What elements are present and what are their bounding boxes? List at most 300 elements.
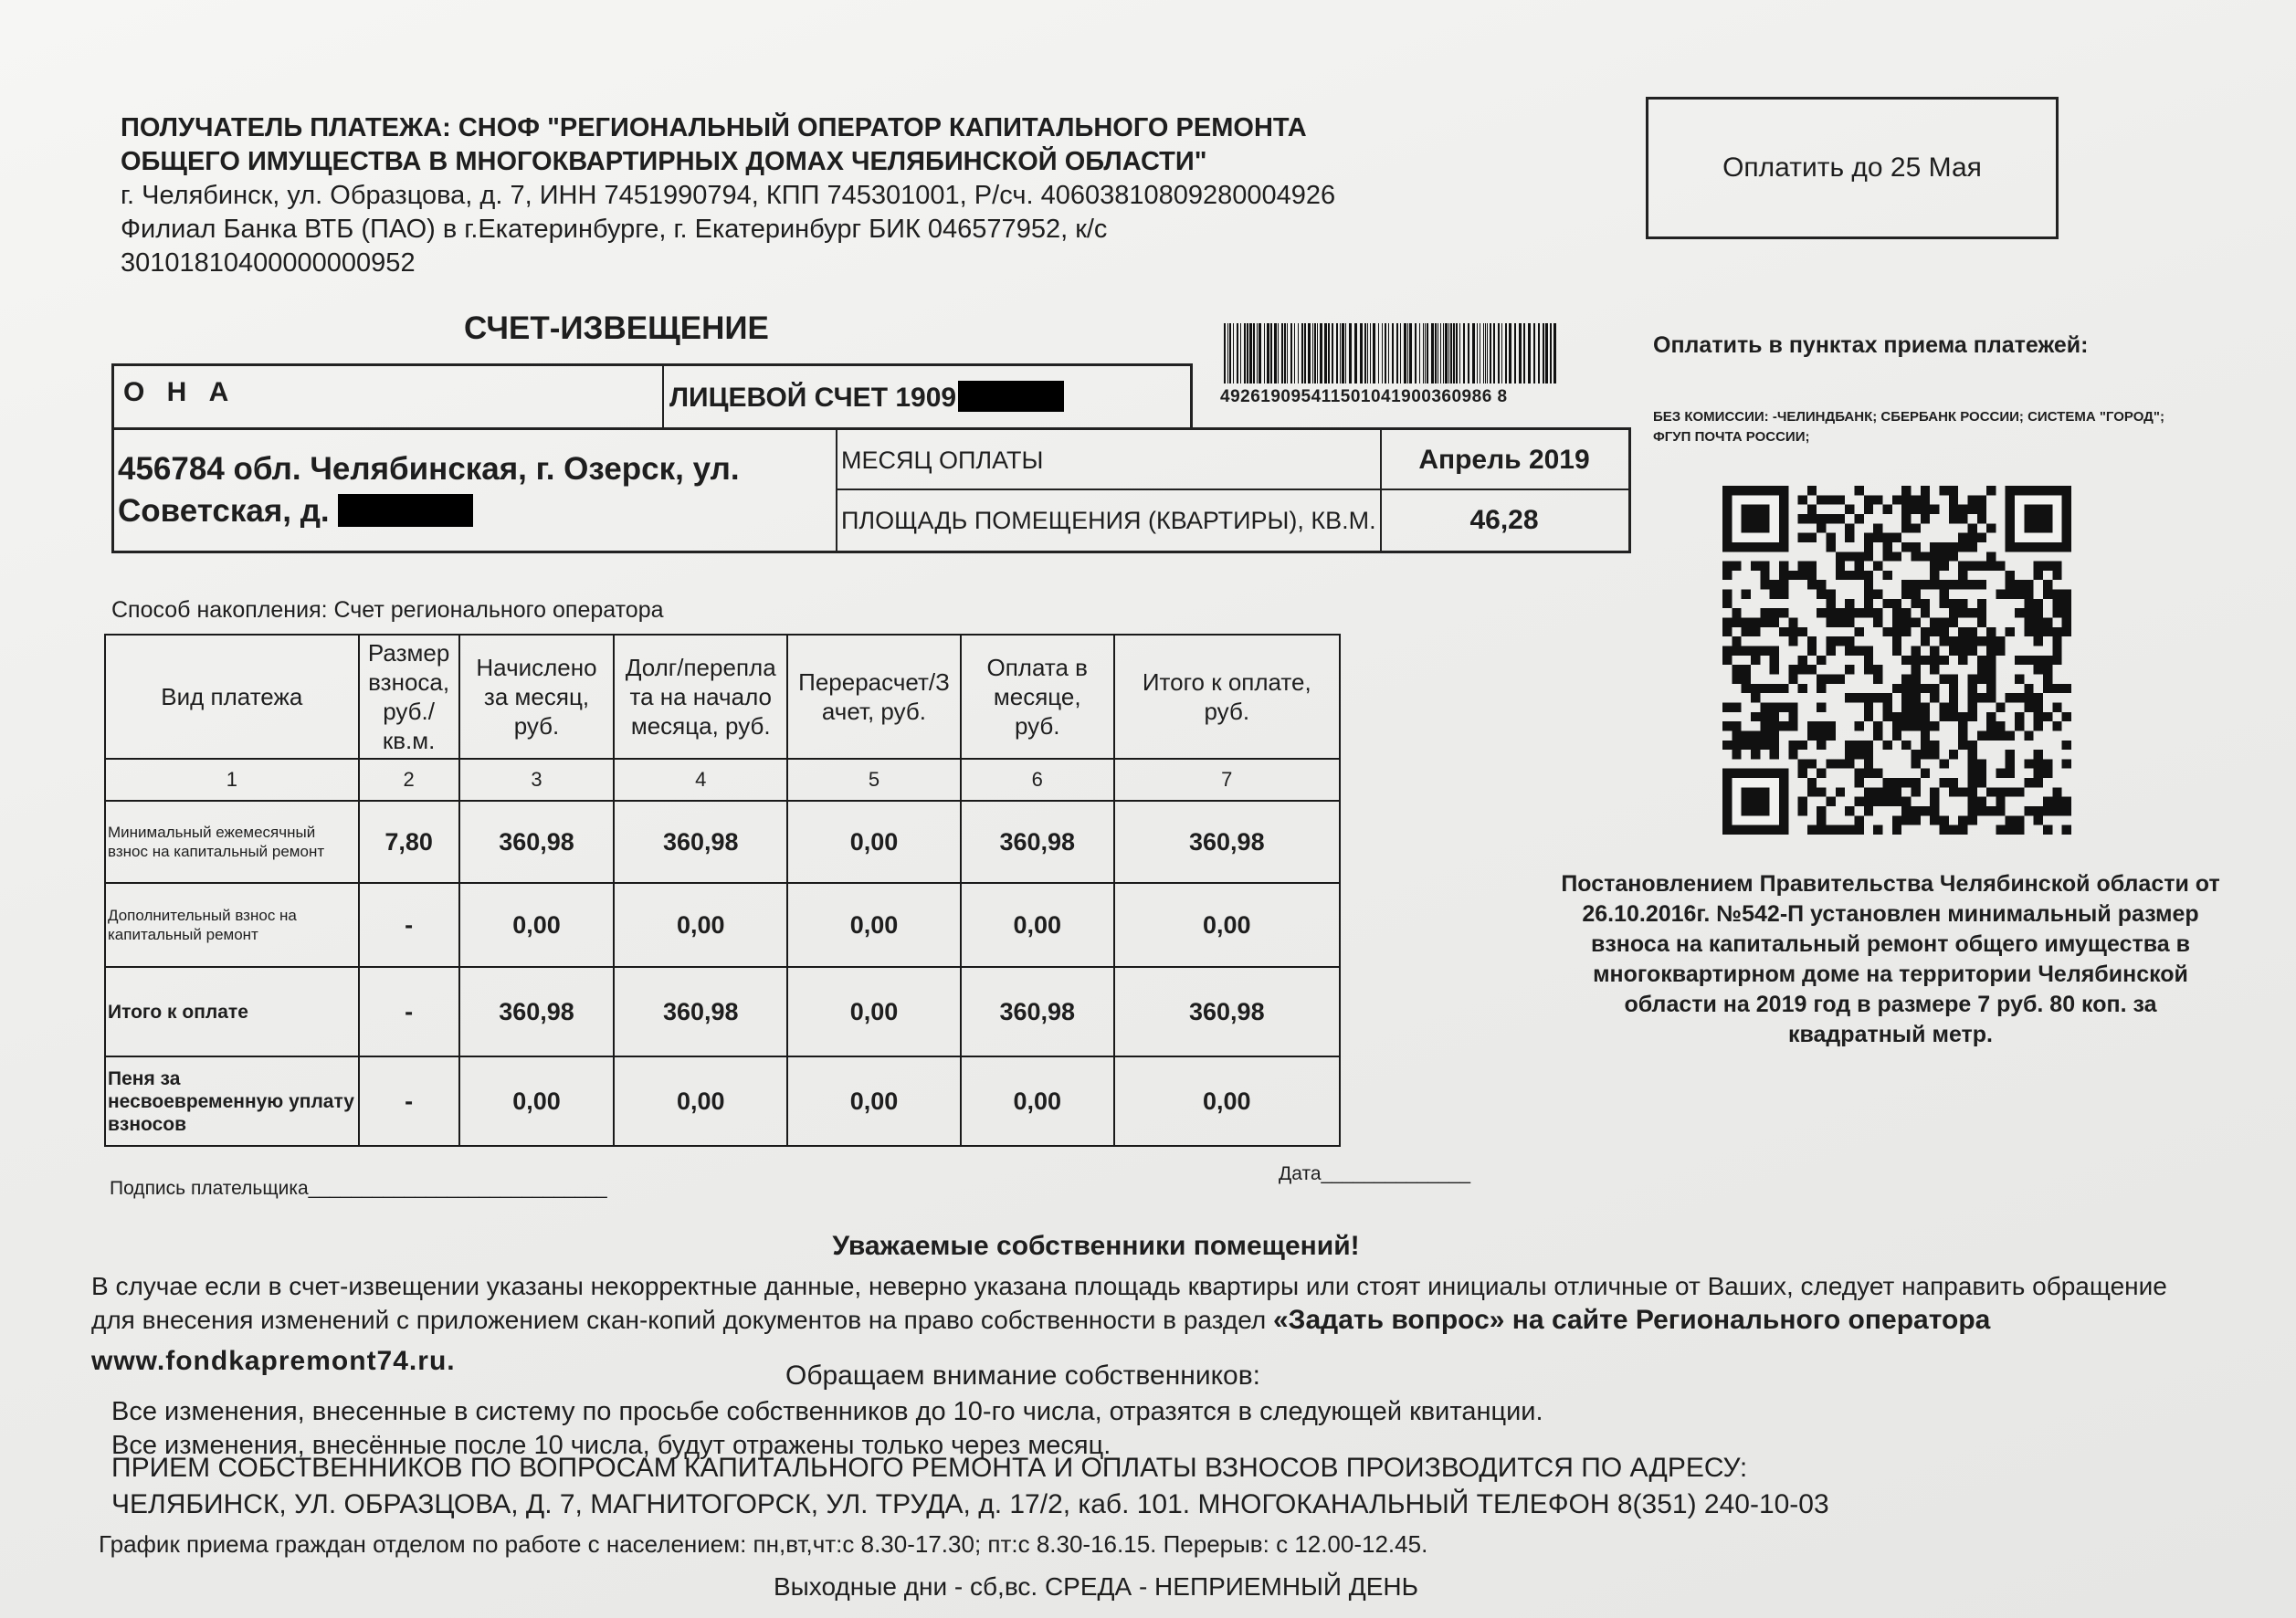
qr-module [2006,815,2015,825]
qr-module [1845,636,1854,646]
qr-module [2034,665,2043,674]
qr-module [1958,741,1967,750]
qr-module [1911,806,1920,815]
qr-module [1921,741,1930,750]
qr-module [1798,627,1807,636]
qr-module [1986,674,1996,683]
qr-module [1855,571,1864,580]
qr-module [2043,674,2052,683]
qr-module [1798,797,1807,806]
qr-module [1996,721,2005,730]
qr-module [2062,618,2071,627]
qr-module [1949,580,1958,589]
qr-module [1732,721,1741,730]
qr-module [2034,599,2043,608]
qr-module [1864,712,1873,721]
barcode-bar [1317,323,1318,383]
qr-module [1864,656,1873,665]
qr-module [1817,741,1826,750]
qr-module [2034,759,2043,768]
qr-module [1911,656,1920,665]
qr-module [2034,636,2043,646]
barcode-bar [1233,323,1234,383]
qr-module [1836,552,1845,561]
barcode-bar [1278,323,1279,383]
table-cell: 0,00 [1114,883,1340,967]
payer-signature-line: Подпись плательщика____________________________ [110,1178,607,1199]
qr-module [1967,505,1976,514]
qr-module [1798,571,1807,580]
table-cell: 0,00 [961,883,1114,967]
qr-module [1930,665,1939,674]
table-cell: 0,00 [614,883,787,967]
qr-module [1770,741,1779,750]
recipient-block [121,111,1509,280]
qr-module [1939,542,1948,552]
qr-module [1883,693,1892,702]
barcode-bar [1545,323,1548,383]
qr-module [2006,730,2015,740]
owners-greeting: Уважаемые собственники помещений! [832,1231,1360,1261]
qr-module [2024,702,2033,711]
qr-module [2015,825,2024,835]
qr-module [1873,590,1882,599]
qr-module [1986,486,1996,495]
qr-module [1855,552,1864,561]
date-line: Дата______________ [1279,1163,1471,1184]
qr-module [1770,656,1779,665]
barcode-bar [1270,323,1272,383]
qr-module [2034,721,2043,730]
qr-module [1967,769,1976,778]
qr-module [1827,514,1836,523]
qr-module [2006,759,2015,768]
qr-module [1901,627,1911,636]
barcode-bar [1538,323,1540,383]
qr-module [1930,552,1939,561]
qr-module [2024,618,2033,627]
qr-module [1892,646,1901,656]
qr-module [1827,608,1836,617]
qr-module [1911,787,1920,796]
barcode-bar [1284,323,1286,383]
barcode-bar [1456,323,1458,383]
qr-module [1732,750,1741,759]
qr-module [1930,684,1939,693]
qr-module [1892,825,1901,835]
qr-module [1967,815,1976,825]
qr-module [1770,712,1779,721]
qr-module [1958,787,1967,796]
weekend-info: Выходные дни - сб,вс. СРЕДА - НЕПРИЕМНЫЙ ДЕНЬ [773,1572,1419,1601]
qr-module [2034,562,2043,571]
ask-question-link[interactable]: «Задать вопрос» на сайте Регионального оператора [1273,1305,1991,1335]
qr-module [1949,778,1958,787]
qr-module [1770,580,1779,589]
reception-info [111,1450,1829,1523]
qr-module [2006,787,2015,796]
qr-module [2052,571,2061,580]
barcode-bar [1370,323,1371,383]
qr-module [1911,618,1920,627]
qr-module [1798,514,1807,523]
qr-module [1977,514,1986,523]
qr-module [2062,825,2071,835]
qr-module [2034,702,2043,711]
qr-module [1807,778,1817,787]
row-label: Итого к оплате [105,967,359,1056]
recipient-line-4: Филиал Банка ВТБ (ПАО) в г.Екатеринбурге, г. Екатеринбург БИК 046577952, к/с [121,215,1108,244]
qr-module [1836,514,1845,523]
qr-module [2052,646,2061,656]
qr-module [1779,571,1788,580]
qr-module [2024,580,2033,589]
qr-module [1722,618,1732,627]
qr-module [1760,571,1769,580]
qr-module [1779,721,1788,730]
qr-module [1921,486,1930,495]
qr-module [2052,721,2061,730]
column-number: 6 [961,759,1114,801]
qr-module [1939,712,1948,721]
qr-module [1864,571,1873,580]
qr-module [1967,636,1976,646]
qr-module [2043,825,2052,835]
qr-module [1901,495,1911,504]
qr-module [1845,806,1854,815]
qr-module [1864,797,1873,806]
qr-module [1836,562,1845,571]
qr-module [1883,552,1892,561]
barcode-bar [1483,323,1484,383]
table-header-cell: Перерасчет/З ачет, руб. [787,635,961,759]
qr-module [1760,646,1769,656]
qr-module [1986,552,1996,561]
qr-module [1864,702,1873,711]
qr-module [1986,562,1996,571]
qr-module [1939,674,1948,683]
qr-module [1977,769,1986,778]
qr-module [1751,684,1760,693]
qr-module [1864,769,1873,778]
qr-module [1939,656,1948,665]
month-label: МЕСЯЦ ОПЛАТЫ [841,447,1044,474]
qr-module [1864,599,1873,608]
notice-text: В случае если в счет-извещении указаны некорректные данные, неверно указана площадь квартиры или стоят инициалы отличные от Ваших, следует направить обращение для внесения изменений с приложением скан-копий документов на право собственности в раздел [91,1272,2167,1334]
table-cell: 360,98 [961,801,1114,883]
barcode-bar [1253,323,1255,383]
qr-module [2006,693,2015,702]
qr-module [1732,618,1741,627]
barcode-bar [1404,323,1406,383]
qr-module [1901,618,1911,627]
column-number: 5 [787,759,961,801]
qr-module [1911,702,1920,711]
barcode-bar [1419,323,1420,383]
qr-module [1930,656,1939,665]
qr-module [2024,627,2033,636]
barcode-bar [1498,323,1500,383]
qr-module [2043,712,2052,721]
qr-module [1742,646,1751,656]
qr-module [1958,571,1967,580]
barcode-number: 492619095411501041900360986 8 [1220,387,1508,406]
qr-module [1798,562,1807,571]
qr-module [1939,778,1948,787]
qr-module [1864,806,1873,815]
qr-module [1958,505,1967,514]
qr-module [1967,750,1976,759]
qr-module [1845,825,1854,835]
table-cell: 0,00 [787,801,961,883]
qr-module [1873,523,1882,532]
qr-module [1864,787,1873,796]
qr-module [1939,486,1948,495]
qr-module [1958,721,1967,730]
table-cell: - [359,1056,459,1146]
barcode-bar [1472,323,1475,383]
qr-module [1827,599,1836,608]
qr-module [1855,514,1864,523]
qr-module [1986,656,1996,665]
address-header [111,427,1631,553]
qr-module [1901,797,1911,806]
table-cell: 360,98 [961,967,1114,1056]
qr-module [1977,608,1986,617]
pay-until-box [1646,97,2059,239]
qr-module [1788,571,1797,580]
qr-module [1873,787,1882,796]
qr-module [1939,562,1948,571]
qr-module [1742,684,1751,693]
qr-module [1949,750,1958,759]
payer-address [118,448,812,532]
qr-module [1760,618,1769,627]
qr-module [2043,665,2052,674]
qr-module [1864,665,1873,674]
qr-module [2024,806,2033,815]
barcode-bar [1459,323,1460,383]
qr-module [1892,787,1901,796]
barcode-bar [1281,323,1283,383]
qr-module [1986,806,1996,815]
qr-module [1911,693,1920,702]
divider [836,430,837,551]
qr-module [2062,741,2071,750]
qr-module [1883,712,1892,721]
qr-module [1930,797,1939,806]
qr-module [1732,665,1741,674]
barcode-bar [1385,323,1386,383]
qr-module [1977,636,1986,646]
qr-module [1827,730,1836,740]
qr-module [1892,533,1901,542]
qr-module [1845,750,1854,759]
qr-module [1911,523,1920,532]
qr-module [1901,702,1911,711]
table-cell: 360,98 [1114,801,1340,883]
changes-line-2: Все изменения, внесённые после 10 числа, будут отражены только через месяц. [111,1431,1111,1460]
qr-module [1845,618,1854,627]
qr-module [1949,505,1958,514]
qr-module [1958,533,1967,542]
qr-module [2015,712,2024,721]
qr-module [1939,599,1948,608]
barcode-bar [1427,323,1428,383]
qr-module [2043,806,2052,815]
qr-module [2043,580,2052,589]
qr-module [2043,562,2052,571]
qr-module [1901,523,1911,532]
qr-module [1817,787,1826,796]
qr-module [1751,618,1760,627]
qr-module [1958,562,1967,571]
qr-module [1742,730,1751,740]
qr-module [1911,815,1920,825]
qr-module [1807,505,1817,514]
qr-module [1892,627,1901,636]
qr-module [1939,759,1948,768]
qr-module [1722,599,1732,608]
divider [1380,430,1382,551]
barcode-bar [1267,323,1269,383]
barcode-bar [1224,323,1226,383]
qr-module [1967,562,1976,571]
qr-module [1892,778,1901,787]
qr-module [1873,618,1882,627]
qr-module [2052,608,2061,617]
qr-module [1986,627,1996,636]
barcode-bar [1528,323,1531,383]
qr-module [1901,514,1911,523]
qr-module [1855,825,1864,835]
qr-module [2052,702,2061,711]
barcode-bar [1388,323,1389,383]
qr-module [1883,571,1892,580]
qr-module [2052,797,2061,806]
barcode-bar [1396,323,1398,383]
qr-module [2006,825,2015,835]
qr-module [1817,523,1826,532]
qr-module [1836,787,1845,796]
qr-module [1930,815,1939,825]
qr-module [1977,562,1986,571]
qr-module [1836,495,1845,504]
qr-module [1722,702,1732,711]
qr-module [1977,806,1986,815]
reception-schedule: График приема граждан отделом по работе с населением: пн,вт,чт:с 8.30-17.30; пт:с 8.30-16.15. Перерыв: с 12.00-12.45. [99,1530,1428,1558]
qr-module [2062,712,2071,721]
qr-module [1732,646,1741,656]
qr-module [1939,580,1948,589]
qr-module [1855,562,1864,571]
qr-module [1892,730,1901,740]
qr-module [1921,627,1930,636]
qr-module [1930,750,1939,759]
changes-line-1: Все изменения, внесенные в систему по просьбе собственников до 10-го числа, отразятся в следующей квитанции. [111,1397,1543,1426]
qr-code[interactable] [1721,486,2073,835]
qr-module [1958,542,1967,552]
qr-module [1901,656,1911,665]
qr-module [1939,825,1948,835]
qr-module [2062,797,2071,806]
qr-module [2034,750,2043,759]
qr-module [1770,750,1779,759]
qr-module [1817,495,1826,504]
qr-module [1901,674,1911,683]
qr-module [1873,797,1882,806]
qr-module [1939,627,1948,636]
qr-module [1836,825,1845,835]
website-link[interactable]: www.fondkapremont74.ru. [91,1346,456,1376]
address-line-2 [118,490,812,532]
barcode-bar [1400,323,1401,383]
recipient-line-5: 30101810400000000952 [121,248,416,278]
barcode-bar [1247,323,1248,383]
qr-module [1911,665,1920,674]
qr-module [1949,825,1958,835]
qr-module [2052,562,2061,571]
qr-module [2024,608,2033,617]
area-value: 46,28 [1469,505,1539,535]
barcode-bar [1345,323,1346,383]
qr-module [1911,542,1920,552]
table-header-cell: Долг/перепла та на начало месяца, руб. [614,635,787,759]
barcode-bar [1463,323,1465,383]
barcode-bar [1468,323,1469,383]
qr-module [1921,730,1930,740]
qr-module [2043,759,2052,768]
qr-module [1845,552,1854,561]
qr-module [1798,533,1807,542]
qr-module [1986,730,1996,740]
qr-module [1817,514,1826,523]
barcode-bar [1324,323,1327,383]
barcode [1224,323,1556,383]
qr-module [1911,552,1920,561]
qr-module [1911,580,1920,589]
qr-module [2034,627,2043,636]
qr-module [1977,778,1986,787]
charges-table [104,634,1341,1147]
qr-module [1770,646,1779,656]
month-value: Апрель 2019 [1418,445,1590,475]
qr-module [2043,590,2052,599]
qr-module [1883,787,1892,796]
account-label: ЛИЦЕВОЙ СЧЕТ 1909 [669,383,957,413]
redacted-mark [338,494,473,527]
qr-module [1770,665,1779,674]
table-cell: 0,00 [614,1056,787,1146]
qr-module [1732,730,1741,740]
barcode-bar [1240,323,1241,383]
table-header-cell: Итого к оплате, руб. [1114,635,1340,759]
qr-module [1967,523,1976,532]
qr-module [1779,590,1788,599]
pay-points-heading: Оплатить в пунктах приема платежей: [1653,332,2089,358]
payer-name: О Н А [123,377,237,407]
qr-module [1751,646,1760,656]
qr-module [1901,608,1911,617]
table-cell: 0,00 [1114,1056,1340,1146]
qr-module [1967,627,1976,636]
qr-module [1817,608,1826,617]
qr-module [1742,618,1751,627]
qr-module [1817,721,1826,730]
barcode-bar [1294,323,1295,383]
barcode-bar [1514,323,1516,383]
column-number: 2 [359,759,459,801]
